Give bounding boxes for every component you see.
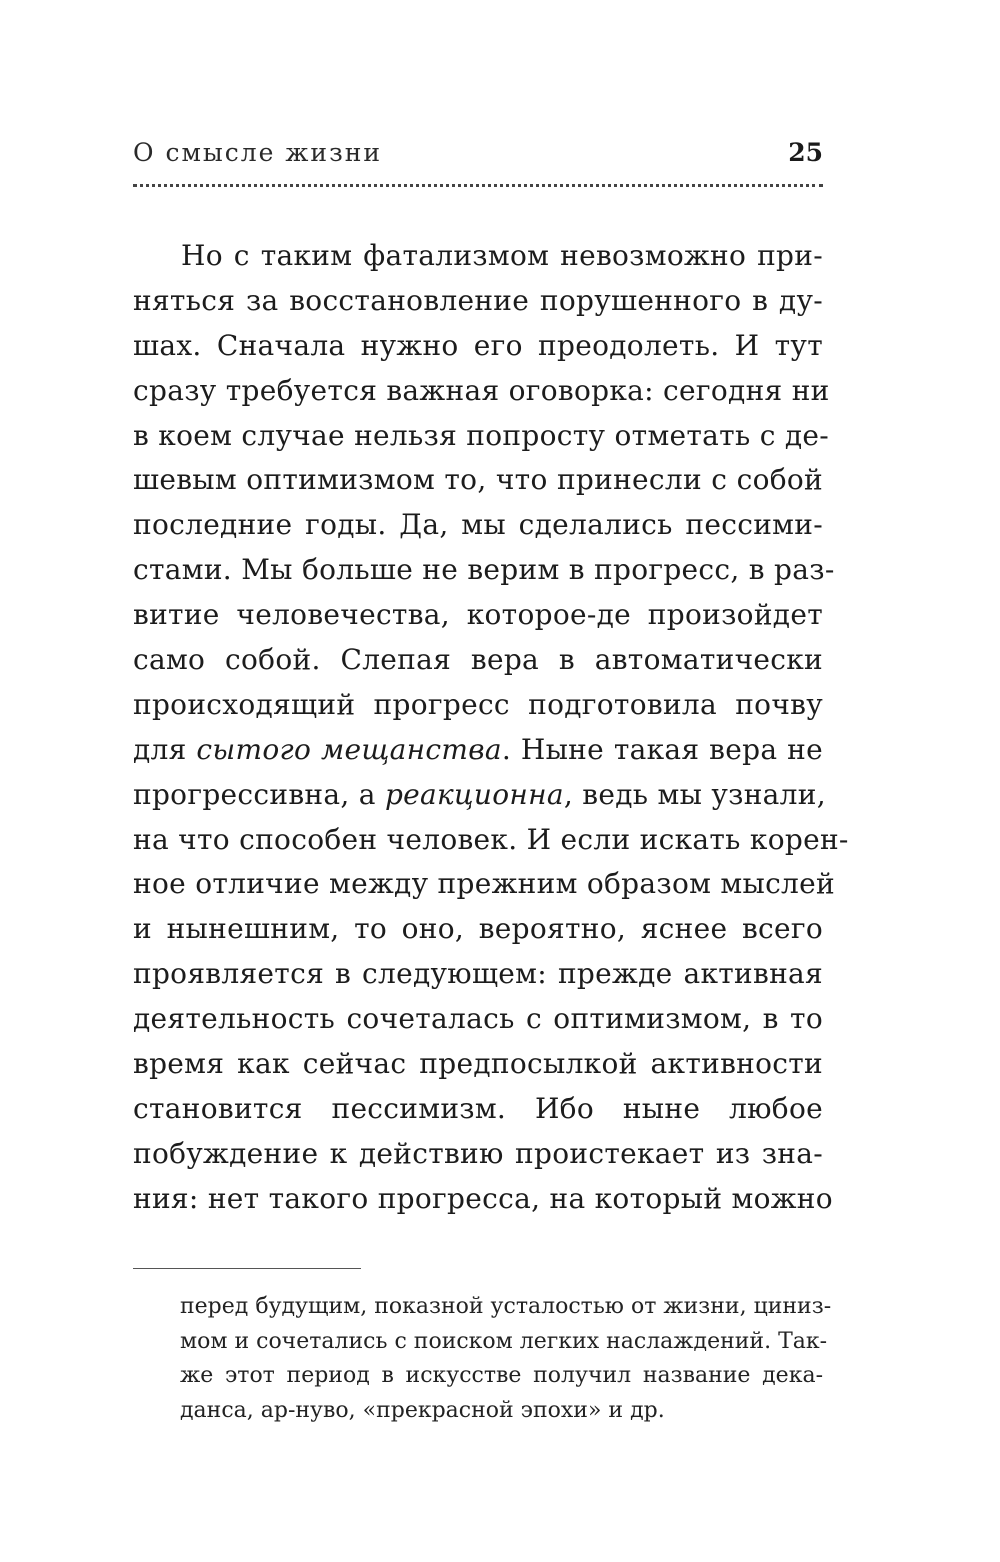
footnote-line: данса, ар-нуво, «прекрасной эпохи» и др. xyxy=(180,1397,665,1423)
text-line-with-italic xyxy=(133,728,823,773)
header-dotted-rule xyxy=(133,184,823,187)
footnote-line: перед будущим, показной усталостью от жизни, циниз- xyxy=(180,1294,832,1319)
footnote-line: же этот период в искусстве получил название дека- xyxy=(180,1363,823,1388)
text-segment: . Ныне такая вера не xyxy=(501,732,823,766)
footnote-rule xyxy=(133,1268,361,1269)
text-line: стами. Мы больше не верим в прогресс, в раз- xyxy=(133,553,835,587)
text-segment: для xyxy=(133,732,197,766)
text-line: шах. Сначала нужно его преодолеть. И тут xyxy=(133,328,823,362)
text-line: сразу требуется важная оговорка: сегодня ни xyxy=(133,373,830,407)
text-line: на что способен человек. И если искать корен- xyxy=(133,822,849,856)
text-line: происходящий прогресс подготовила почву xyxy=(133,687,823,721)
text-segment: , ведь мы узнали, xyxy=(563,777,826,811)
text-line: проявляется в следующем: прежде активная xyxy=(133,957,823,991)
text-line: и нынешним, то оно, вероятно, яснее всего xyxy=(133,912,823,946)
running-title: О смысле жизни xyxy=(133,138,383,167)
text-line: няться за восстановление порушенного в ду- xyxy=(133,283,823,317)
footnote-line: мом и сочетались с поиском легких наслаждений. Так- xyxy=(180,1328,828,1354)
text-line-with-italic xyxy=(133,773,826,818)
footnote xyxy=(180,1290,832,1428)
text-line: побуждение к действию проистекает из зна- xyxy=(133,1136,823,1170)
italic-phrase: реакционна xyxy=(384,777,564,811)
text-line: время как сейчас предпосылкой активности xyxy=(133,1047,823,1081)
text-line: ное отличие между прежним образом мыслей xyxy=(133,867,835,901)
italic-phrase: сытого мещанства xyxy=(196,732,502,766)
text-segment: прогрессивна, а xyxy=(133,777,385,811)
text-line: деятельность сочеталась с оптимизмом, в то xyxy=(133,1002,823,1036)
text-line: шевым оптимизмом то, что принесли с собой xyxy=(133,463,823,497)
running-head xyxy=(133,138,823,178)
text-line: последние годы. Да, мы сделались пессими- xyxy=(133,508,823,542)
text-line: само собой. Слепая вера в автоматически xyxy=(133,643,823,677)
text-line: Но с таким фатализмом невозможно при- xyxy=(181,239,823,272)
text-line: становится пессимизм. Ибо ныне любое xyxy=(133,1091,823,1125)
page-number: 25 xyxy=(788,138,823,167)
body-text xyxy=(133,234,849,1222)
text-line: ния: нет такого прогресса, на который можно xyxy=(133,1181,833,1215)
text-line: в коем случае нельзя попросту отметать с де- xyxy=(133,418,830,452)
text-line: витие человечества, которое-де произойдет xyxy=(133,598,823,632)
